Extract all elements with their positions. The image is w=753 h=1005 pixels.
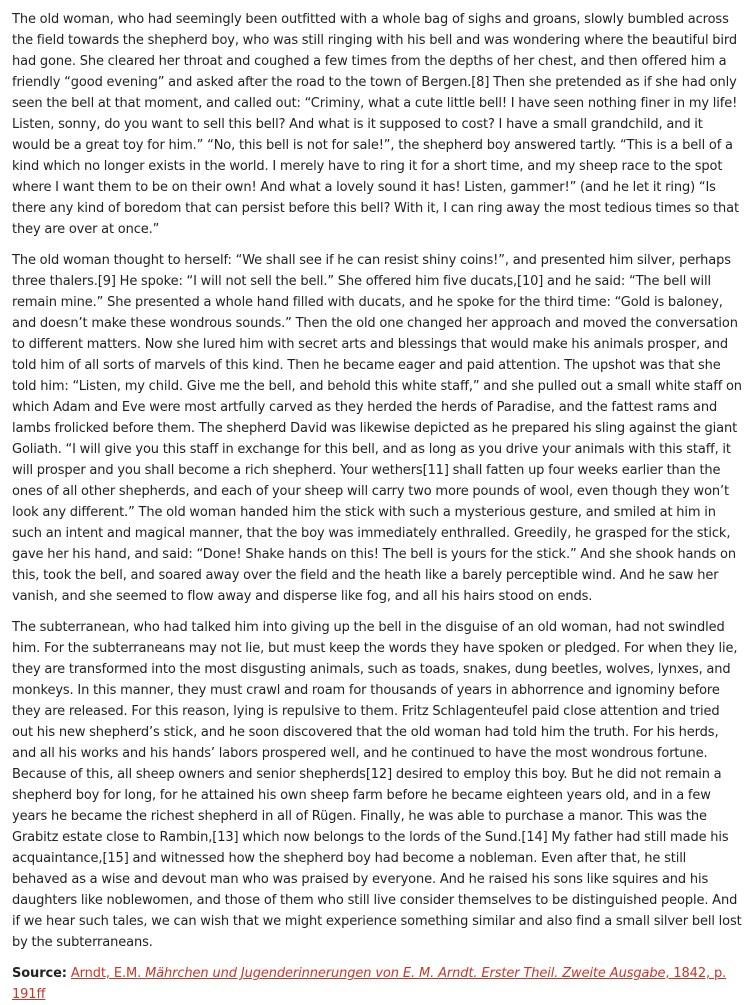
source-label: Source: xyxy=(12,966,67,981)
source-link-details: , 1842, p. 191ff xyxy=(12,966,727,1002)
source-link[interactable] xyxy=(12,966,726,1002)
source-line xyxy=(12,963,743,1005)
paragraph-2: The old woman thought to herself: “We shall see if he can resist shiny coins!”, and presented him silver, perhaps three thalers.[9] He spoke: “I will not sell the bell.” She offered him five ducats,[10] and he said: “The bell will remain mine.” She presented a whole hand filled with ducats, and he spoke for the third time: “Gold is baloney, and doesn’t make these wondrous sounds.” Then the old one changed her approach and moved the conversation to different matters. Now she lured him with secret arts and blessings that would make his animals prosper, and told him of all sorts of marvels of this kind. Then he became eager and paid attention. The upshot was that she told him: “Listen, my child. Give me the bell, and behold this white staff,” and she pulled out a small white staff on which Adam and Eve were most artfully carved as they herded the herds of Paradise, and the fattest rams and lambs frolicked before them. The shepherd David was likewise depicted as he prepared his sling against the giant Goliath. “I will give you this staff in exchange for this bell, and as long as you drive your animals with this staff, it will prosper and you shall become a rich shepherd. Your wethers[11] shall fatten up four weeks earlier than the ones of all other shepherds, and each of your sheep will carry two more pounds of wool, even though they won’t look any different.” The old woman handed him the stick with such a mysterious gesture, and smiled at him in such an intent and magical manner, that the boy was immediately enthralled. Greedily, he grasped for the stick, gave her his hand, and said: “Done! Shake hands on this! The bell is yours for the stick.” And she shook hands on this, took the bell, and soared away over the field and the heath like a barely perceptible wind. And he saw her vanish, and she seemed to flow away and disperse like fog, and all his hairs stood on ends. xyxy=(12,253,742,604)
paragraph-1: The old woman, who had seemingly been outfitted with a whole bag of sighs and groans, slowly bumbled across the field towards the shepherd boy, who was still ringing with his bell and was wondering where the beautiful bird had gone. She cleared her throat and coughed a few times from the depths of her chest, and then offered him a friendly “good evening” and asked after the road to the town of Bergen.[8] Then she pretended as if she had only seen the bell at that moment, and called out: “Criminy, what a cute little bell! I have seen nothing finer in my life! Listen, sonny, do you want to sell this bell? And what is it supposed to cost? I have a small grandchild, and it would be a great toy for him.” “No, this bell is not for sale!”, the shepherd boy answered tartly. “This is a bell of a kind which no longer exists in the world. I merely have to ring it for a short time, and my sheep race to the spot where I want them to be on their own! And what a lovely sound it has! Listen, gammer!” (and he let it ring) “Is there any kind of boredom that can persist before this bell? With it, I can ring away the most tedious times so that they are over at once.” xyxy=(12,12,739,237)
paragraph-3: The subterranean, who had talked him into giving up the bell in the disguise of an old woman, had not swindled him. For the subterraneans may not lie, but must keep the words they have spoken or pledged. For when they lie, they are transformed into the most disgusting animals, such as toads, snakes, dung beetles, wolves, lynxes, and monkeys. In this manner, they must crawl and roam for thousands of years in abhorrence and ignominy before they are released. For this reason, lying is repulsive to them. Fritz Schlagenteufel paid close attention and tried out his new shepherd’s stick, and he soon discovered that the old woman had told him the truth. For his herds, and all his works and his hands’ labors prospered well, and he continued to have the most wondrous fortune. Because of this, all sheep owners and senior shepherds[12] desired to employ this boy. But he did not remain a shepherd boy for long, for he attained his own sheep farm before he became eighteen years old, and in a few years he became the richest shepherd in all of Rügen. Finally, he was able to purchase a manor. This was the Grabitz estate close to Rambin,[13] which now belongs to the lords of the Sund.[14] My father had still made his acquaintance,[15] and witnessed how the shepherd boy had become a nobleman. Even after that, he still behaved as a wise and devout man who was praised by everyone. And he raised his sons like squires and his daughters like noblewomen, and those of them who still live consider themselves to be distinguished people. And if we hear such tales, we can wish that we might experience something similar and also find a small silver bell lost by the subterraneans. xyxy=(12,620,742,950)
source-link-author: Arndt, E.M. xyxy=(70,966,146,981)
source-link-title: Mährchen und Jugenderinnerungen von E. M. Arndt. Erster Theil. Zweite Ausgabe xyxy=(145,966,666,981)
